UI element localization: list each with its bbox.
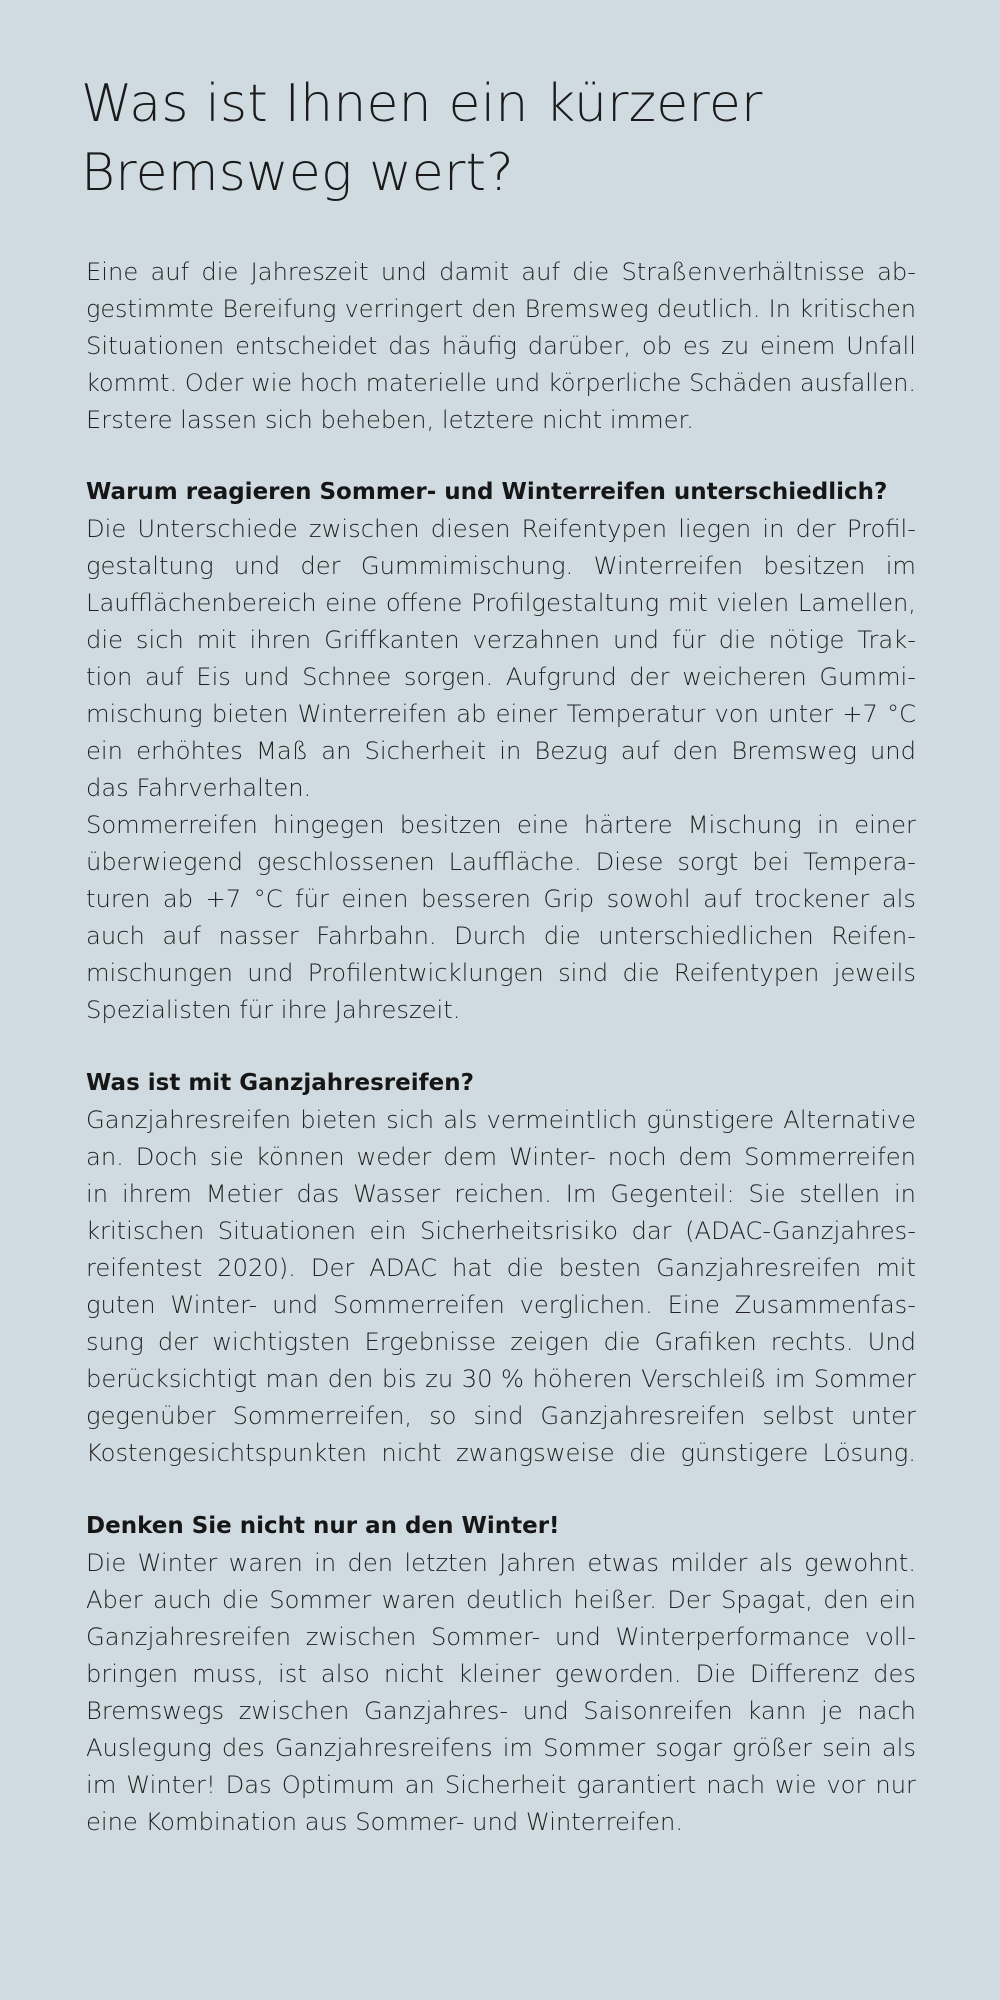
section-line: die sich mit ihren Griffkanten verzahnen und für die nötige Trak- (86, 626, 916, 654)
section-line: Bremswegs zwischen Ganzjahres- und Saisonreifen kann je nach (86, 1697, 916, 1725)
section-line: eine Kombination aus Sommer- und Winterreifen. (86, 1808, 684, 1836)
page-title (81, 70, 921, 208)
section-line: Spezialisten für ihre Jahreszeit. (86, 996, 461, 1024)
section-line: Kostengesichtspunkten nicht zwangsweise die günstigere Lösung. (86, 1439, 916, 1467)
section-line: auch auf nasser Fahrbahn. Durch die unterschiedlichen Reifen- (86, 922, 916, 950)
section-line: gegenüber Sommerreifen, so sind Ganzjahresreifen selbst unter (86, 1402, 916, 1430)
title-line: Bremsweg wert? (81, 143, 514, 203)
section-line: Die Unterschiede zwischen diesen Reifentypen liegen in der Profil- (86, 515, 916, 543)
section-heading: Warum reagieren Sommer- und Winterreifen unterschiedlich? (86, 479, 888, 505)
section-all-season-tires (86, 1065, 916, 1472)
section-line: reifentest 2020). Der ADAC hat die besten Ganzjahresreifen mit (86, 1254, 916, 1282)
section-line: im Winter! Das Optimum an Sicherheit garantiert nach wie vor nur (86, 1771, 916, 1799)
section-line: turen ab +7 °C für einen besseren Grip sowohl auf trockener als (86, 885, 916, 913)
section-line: Ganzjahresreifen zwischen Sommer- und Winterperformance voll- (86, 1623, 916, 1651)
section-summer-winter-tires (86, 474, 916, 1029)
section-line: Auslegung des Ganzjahresreifens im Sommer sogar größer sein als (86, 1734, 916, 1762)
section-line: sung der wichtigsten Ergebnisse zeigen die Grafiken rechts. Und (86, 1328, 916, 1356)
section-line: gestaltung und der Gummimischung. Winterreifen besitzen im (86, 552, 916, 580)
section-line: Die Winter waren in den letzten Jahren etwas milder als gewohnt. (86, 1549, 916, 1577)
intro-line: Erstere lassen sich beheben, letztere nicht immer. (86, 406, 694, 434)
title-line: Was ist Ihnen ein kürzerer (81, 74, 763, 134)
section-line: Sommerreifen hingegen besitzen eine härtere Mischung in einer (86, 811, 916, 839)
section-heading: Denken Sie nicht nur an den Winter! (86, 1513, 560, 1539)
section-not-only-winter (86, 1508, 916, 1841)
section-line: ein erhöhtes Maß an Sicherheit in Bezug auf den Bremsweg und (86, 737, 916, 765)
intro-line: Eine auf die Jahreszeit und damit auf die Straßenverhältnisse ab- (86, 258, 916, 286)
intro-paragraph (86, 254, 916, 439)
section-line: das Fahrverhalten. (86, 774, 312, 802)
section-line: bringen muss, ist also nicht kleiner geworden. Die Differenz des (86, 1660, 916, 1688)
section-line: kritischen Situationen ein Sicherheitsrisiko dar (ADAC-Ganzjahres- (86, 1217, 916, 1245)
intro-line: kommt. Oder wie hoch materielle und körperliche Schäden ausfallen. (86, 369, 916, 397)
section-line: Ganzjahresreifen bieten sich als vermeintlich günstigere Alternative (86, 1106, 916, 1134)
section-line: tion auf Eis und Schnee sorgen. Aufgrund der weicheren Gummi- (86, 663, 916, 691)
section-line: in ihrem Metier das Wasser reichen. Im Gegenteil: Sie stellen in (86, 1180, 916, 1208)
section-line: guten Winter- und Sommerreifen verglichen. Eine Zusammenfas- (86, 1291, 916, 1319)
section-line: mischungen und Profilentwicklungen sind die Reifentypen jeweils (86, 959, 916, 987)
section-line: berücksichtigt man den bis zu 30 % höheren Verschleiß im Sommer (86, 1365, 916, 1393)
intro-line: Situationen entscheidet das häufig darüber, ob es zu einem Unfall (86, 332, 916, 360)
section-line: Aber auch die Sommer waren deutlich heißer. Der Spagat, den ein (86, 1586, 916, 1614)
section-line: mischung bieten Winterreifen ab einer Temperatur von unter +7 °C (86, 700, 916, 728)
section-line: überwiegend geschlossenen Lauffläche. Diese sorgt bei Tempera- (86, 848, 916, 876)
section-line: an. Doch sie können weder dem Winter- noch dem Sommerreifen (86, 1143, 916, 1171)
section-line: Laufflächenbereich eine offene Profilgestaltung mit vielen Lamellen, (86, 589, 916, 617)
intro-line: gestimmte Bereifung verringert den Bremsweg deutlich. In kritischen (86, 295, 916, 323)
section-heading: Was ist mit Ganzjahresreifen? (86, 1070, 474, 1096)
